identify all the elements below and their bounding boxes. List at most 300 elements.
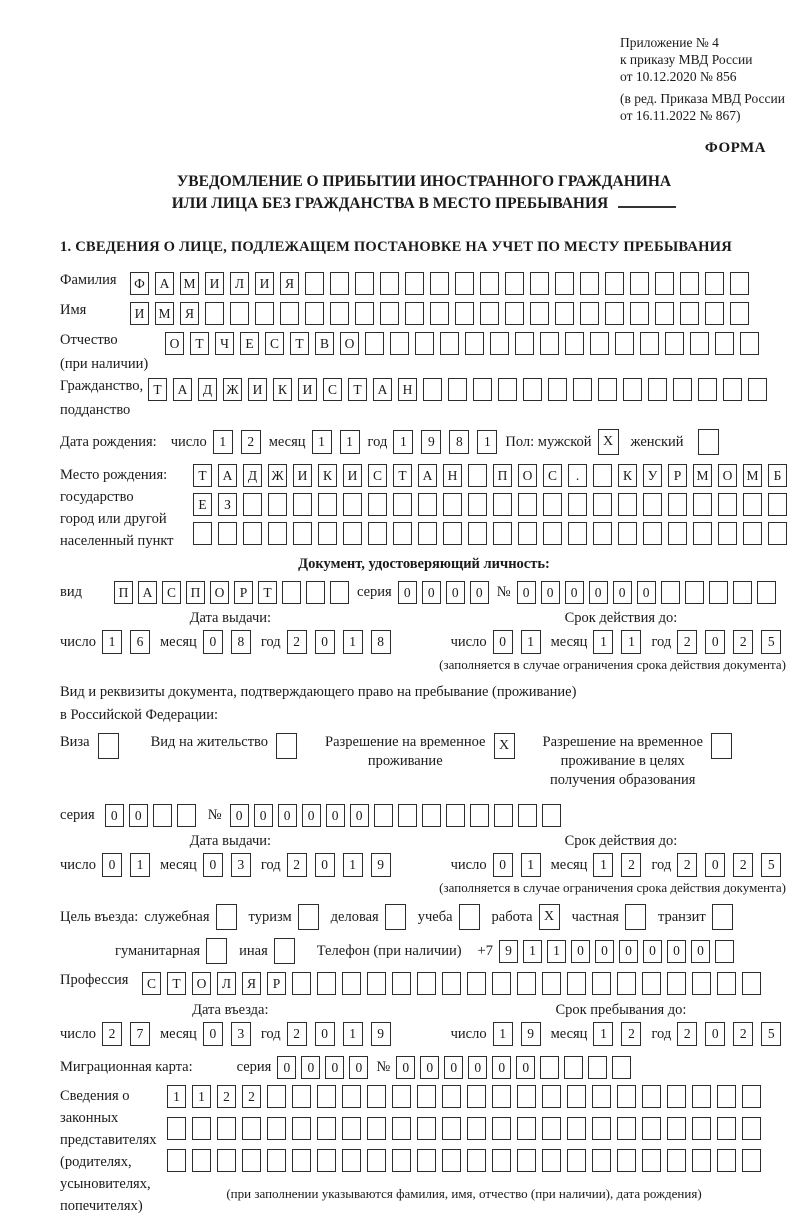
char-cell[interactable] <box>717 1085 736 1108</box>
char-cell[interactable] <box>267 1085 286 1108</box>
char-cell[interactable] <box>718 493 737 516</box>
char-cell[interactable] <box>742 1117 761 1140</box>
char-cell[interactable] <box>298 904 319 930</box>
char-cell[interactable]: Н <box>443 464 462 487</box>
char-cell[interactable] <box>442 972 461 995</box>
char-cell[interactable]: 9 <box>371 853 391 877</box>
char-cell[interactable] <box>293 493 312 516</box>
char-cell[interactable] <box>711 733 732 759</box>
char-cell[interactable] <box>530 272 549 295</box>
char-cell[interactable] <box>217 1149 236 1172</box>
char-cell[interactable]: С <box>142 972 161 995</box>
char-cell[interactable] <box>355 272 374 295</box>
char-cell[interactable] <box>680 302 699 325</box>
char-cell[interactable]: Ф <box>130 272 149 295</box>
char-cell[interactable]: Я <box>280 272 299 295</box>
char-cell[interactable]: В <box>315 332 334 355</box>
char-cell[interactable]: А <box>138 581 157 604</box>
char-cell[interactable] <box>542 1117 561 1140</box>
char-cell[interactable] <box>418 522 437 545</box>
char-cell[interactable]: К <box>273 378 292 401</box>
char-cell[interactable]: А <box>155 272 174 295</box>
char-cell[interactable] <box>392 972 411 995</box>
option-temp-residence-checkbox[interactable] <box>494 733 515 759</box>
char-cell[interactable]: У <box>643 464 662 487</box>
char-cell[interactable] <box>292 972 311 995</box>
stay-until-year[interactable] <box>677 1022 781 1046</box>
char-cell[interactable] <box>368 522 387 545</box>
char-cell[interactable] <box>742 972 761 995</box>
char-cell[interactable] <box>430 302 449 325</box>
char-cell[interactable] <box>698 378 717 401</box>
char-cell[interactable] <box>255 302 274 325</box>
birthplace-row2-input[interactable] <box>193 493 787 516</box>
char-cell[interactable]: О <box>192 972 211 995</box>
char-cell[interactable]: 1 <box>312 430 332 454</box>
char-cell[interactable]: . <box>568 464 587 487</box>
purpose-transit-checkbox[interactable] <box>712 904 733 930</box>
char-cell[interactable]: 0 <box>691 940 710 963</box>
char-cell[interactable] <box>467 1149 486 1172</box>
doc-number-input[interactable] <box>517 581 776 604</box>
char-cell[interactable] <box>518 522 537 545</box>
char-cell[interactable] <box>640 332 659 355</box>
char-cell[interactable]: Ж <box>223 378 242 401</box>
char-cell[interactable]: Т <box>348 378 367 401</box>
residence-issue-year[interactable] <box>287 853 391 877</box>
char-cell[interactable] <box>243 522 262 545</box>
stay-until-day[interactable] <box>493 1022 541 1046</box>
char-cell[interactable]: 1 <box>393 430 413 454</box>
char-cell[interactable] <box>661 581 680 604</box>
char-cell[interactable] <box>280 302 299 325</box>
char-cell[interactable] <box>580 302 599 325</box>
char-cell[interactable] <box>618 493 637 516</box>
char-cell[interactable]: 2 <box>677 630 697 654</box>
char-cell[interactable] <box>590 332 609 355</box>
char-cell[interactable] <box>518 493 537 516</box>
char-cell[interactable]: 5 <box>761 853 781 877</box>
char-cell[interactable]: И <box>343 464 362 487</box>
char-cell[interactable] <box>292 1117 311 1140</box>
char-cell[interactable] <box>468 522 487 545</box>
birthplace-row3-input[interactable] <box>193 522 787 545</box>
purpose-work-checkbox[interactable] <box>539 904 560 930</box>
char-cell[interactable]: Т <box>148 378 167 401</box>
arrival-day[interactable] <box>102 1022 150 1046</box>
char-cell[interactable] <box>555 272 574 295</box>
char-cell[interactable] <box>468 493 487 516</box>
char-cell[interactable] <box>505 302 524 325</box>
char-cell[interactable]: О <box>210 581 229 604</box>
char-cell[interactable]: И <box>130 302 149 325</box>
char-cell[interactable] <box>542 1149 561 1172</box>
surname-input[interactable] <box>130 272 749 295</box>
char-cell[interactable] <box>730 272 749 295</box>
char-cell[interactable]: 0 <box>422 581 441 604</box>
char-cell[interactable] <box>443 522 462 545</box>
char-cell[interactable] <box>593 464 612 487</box>
char-cell[interactable] <box>715 940 734 963</box>
char-cell[interactable] <box>355 302 374 325</box>
char-cell[interactable] <box>667 1117 686 1140</box>
char-cell[interactable] <box>417 1085 436 1108</box>
purpose-study-checkbox[interactable] <box>459 904 480 930</box>
residence-issue-month[interactable] <box>203 853 251 877</box>
birthplace-row1-input[interactable] <box>193 464 787 487</box>
char-cell[interactable] <box>267 1149 286 1172</box>
char-cell[interactable] <box>692 1117 711 1140</box>
char-cell[interactable]: 2 <box>733 853 753 877</box>
citizenship-input[interactable] <box>148 378 767 401</box>
char-cell[interactable] <box>98 733 119 759</box>
char-cell[interactable] <box>305 302 324 325</box>
char-cell[interactable]: К <box>618 464 637 487</box>
char-cell[interactable]: 1 <box>343 1022 363 1046</box>
char-cell[interactable] <box>517 1149 536 1172</box>
char-cell[interactable] <box>390 332 409 355</box>
char-cell[interactable]: П <box>493 464 512 487</box>
char-cell[interactable]: Т <box>190 332 209 355</box>
char-cell[interactable]: 0 <box>541 581 560 604</box>
char-cell[interactable] <box>564 1056 583 1079</box>
char-cell[interactable] <box>593 493 612 516</box>
char-cell[interactable]: Ж <box>268 464 287 487</box>
char-cell[interactable] <box>615 332 634 355</box>
char-cell[interactable] <box>292 1085 311 1108</box>
char-cell[interactable] <box>667 1149 686 1172</box>
char-cell[interactable] <box>592 972 611 995</box>
residence-series-input[interactable] <box>105 804 196 827</box>
char-cell[interactable]: 0 <box>643 940 662 963</box>
char-cell[interactable]: 0 <box>254 804 273 827</box>
char-cell[interactable] <box>330 581 349 604</box>
char-cell[interactable] <box>282 581 301 604</box>
char-cell[interactable]: 0 <box>516 1056 535 1079</box>
char-cell[interactable] <box>693 522 712 545</box>
char-cell[interactable]: Р <box>234 581 253 604</box>
char-cell[interactable] <box>630 272 649 295</box>
char-cell[interactable] <box>467 1117 486 1140</box>
char-cell[interactable] <box>623 378 642 401</box>
char-cell[interactable] <box>242 1149 261 1172</box>
sex-female-checkbox[interactable] <box>698 429 719 455</box>
char-cell[interactable]: А <box>218 464 237 487</box>
char-cell[interactable]: 0 <box>398 581 417 604</box>
residence-number-input[interactable] <box>230 804 561 827</box>
char-cell[interactable]: И <box>298 378 317 401</box>
char-cell[interactable] <box>743 493 762 516</box>
char-cell[interactable] <box>523 378 542 401</box>
char-cell[interactable]: Т <box>193 464 212 487</box>
char-cell[interactable] <box>730 302 749 325</box>
char-cell[interactable] <box>742 1085 761 1108</box>
doc-kind-input[interactable] <box>114 581 349 604</box>
char-cell[interactable] <box>693 493 712 516</box>
char-cell[interactable] <box>555 302 574 325</box>
char-cell[interactable]: 0 <box>493 630 513 654</box>
char-cell[interactable] <box>417 1117 436 1140</box>
char-cell[interactable]: 0 <box>349 1056 368 1079</box>
char-cell[interactable]: А <box>373 378 392 401</box>
char-cell[interactable] <box>274 938 295 964</box>
char-cell[interactable] <box>493 522 512 545</box>
char-cell[interactable]: Т <box>167 972 186 995</box>
doc-series-input[interactable] <box>398 581 489 604</box>
char-cell[interactable]: 1 <box>340 430 360 454</box>
char-cell[interactable] <box>543 522 562 545</box>
char-cell[interactable] <box>418 493 437 516</box>
birth-month-input[interactable] <box>312 430 360 454</box>
char-cell[interactable]: 1 <box>213 430 233 454</box>
char-cell[interactable]: 0 <box>315 630 335 654</box>
char-cell[interactable] <box>625 904 646 930</box>
char-cell[interactable] <box>673 378 692 401</box>
char-cell[interactable] <box>206 938 227 964</box>
char-cell[interactable] <box>494 804 513 827</box>
char-cell[interactable]: 2 <box>287 853 307 877</box>
char-cell[interactable]: Н <box>398 378 417 401</box>
char-cell[interactable] <box>717 1117 736 1140</box>
char-cell[interactable]: 0 <box>517 581 536 604</box>
char-cell[interactable]: 0 <box>565 581 584 604</box>
char-cell[interactable] <box>343 493 362 516</box>
char-cell[interactable]: 1 <box>593 630 613 654</box>
char-cell[interactable] <box>242 1117 261 1140</box>
char-cell[interactable]: С <box>368 464 387 487</box>
char-cell[interactable] <box>398 804 417 827</box>
char-cell[interactable]: Б <box>768 464 787 487</box>
char-cell[interactable]: 5 <box>761 630 781 654</box>
char-cell[interactable]: Е <box>193 493 212 516</box>
char-cell[interactable] <box>493 493 512 516</box>
char-cell[interactable]: 2 <box>287 1022 307 1046</box>
char-cell[interactable]: 0 <box>350 804 369 827</box>
char-cell[interactable]: 0 <box>595 940 614 963</box>
identity-expiry-day[interactable] <box>493 630 541 654</box>
option-residence-permit-checkbox[interactable] <box>276 733 297 759</box>
char-cell[interactable] <box>655 302 674 325</box>
char-cell[interactable] <box>515 332 534 355</box>
char-cell[interactable] <box>757 581 776 604</box>
char-cell[interactable] <box>306 581 325 604</box>
char-cell[interactable]: 1 <box>593 1022 613 1046</box>
char-cell[interactable] <box>318 493 337 516</box>
char-cell[interactable] <box>617 1149 636 1172</box>
char-cell[interactable] <box>617 1117 636 1140</box>
char-cell[interactable] <box>712 904 733 930</box>
char-cell[interactable]: 1 <box>521 630 541 654</box>
identity-issue-year[interactable] <box>287 630 391 654</box>
char-cell[interactable]: И <box>255 272 274 295</box>
char-cell[interactable] <box>423 378 442 401</box>
char-cell[interactable]: И <box>248 378 267 401</box>
char-cell[interactable]: 0 <box>203 1022 223 1046</box>
char-cell[interactable]: П <box>186 581 205 604</box>
char-cell[interactable] <box>367 1117 386 1140</box>
char-cell[interactable]: 0 <box>470 581 489 604</box>
char-cell[interactable] <box>317 1149 336 1172</box>
char-cell[interactable] <box>567 1149 586 1172</box>
char-cell[interactable] <box>768 493 787 516</box>
birth-year-input[interactable] <box>393 430 497 454</box>
char-cell[interactable] <box>543 493 562 516</box>
residence-expiry-month[interactable] <box>593 853 641 877</box>
char-cell[interactable] <box>422 804 441 827</box>
char-cell[interactable] <box>230 302 249 325</box>
char-cell[interactable] <box>393 522 412 545</box>
char-cell[interactable] <box>217 1117 236 1140</box>
char-cell[interactable]: З <box>218 493 237 516</box>
char-cell[interactable]: О <box>718 464 737 487</box>
char-cell[interactable]: К <box>318 464 337 487</box>
char-cell[interactable] <box>417 972 436 995</box>
char-cell[interactable] <box>642 972 661 995</box>
char-cell[interactable]: 2 <box>621 1022 641 1046</box>
char-cell[interactable]: 0 <box>444 1056 463 1079</box>
char-cell[interactable] <box>592 1149 611 1172</box>
char-cell[interactable] <box>330 302 349 325</box>
char-cell[interactable] <box>642 1149 661 1172</box>
char-cell[interactable] <box>768 522 787 545</box>
purpose-humanitarian-checkbox[interactable] <box>206 938 227 964</box>
char-cell[interactable]: Т <box>258 581 277 604</box>
char-cell[interactable]: П <box>114 581 133 604</box>
arrival-month[interactable] <box>203 1022 251 1046</box>
char-cell[interactable] <box>598 378 617 401</box>
char-cell[interactable]: X <box>494 733 515 759</box>
char-cell[interactable] <box>448 378 467 401</box>
char-cell[interactable]: Л <box>217 972 236 995</box>
char-cell[interactable] <box>393 493 412 516</box>
char-cell[interactable] <box>440 332 459 355</box>
char-cell[interactable] <box>467 1085 486 1108</box>
char-cell[interactable] <box>617 972 636 995</box>
char-cell[interactable] <box>567 1085 586 1108</box>
char-cell[interactable] <box>567 972 586 995</box>
char-cell[interactable] <box>698 429 719 455</box>
char-cell[interactable]: 2 <box>733 1022 753 1046</box>
char-cell[interactable] <box>588 1056 607 1079</box>
char-cell[interactable] <box>367 1149 386 1172</box>
char-cell[interactable]: 1 <box>547 940 566 963</box>
char-cell[interactable] <box>446 804 465 827</box>
char-cell[interactable]: Д <box>198 378 217 401</box>
char-cell[interactable]: 0 <box>302 804 321 827</box>
identity-issue-month[interactable] <box>203 630 251 654</box>
char-cell[interactable] <box>705 272 724 295</box>
char-cell[interactable] <box>517 972 536 995</box>
residence-expiry-day[interactable] <box>493 853 541 877</box>
char-cell[interactable] <box>718 522 737 545</box>
char-cell[interactable] <box>417 1149 436 1172</box>
char-cell[interactable] <box>317 1117 336 1140</box>
char-cell[interactable]: 0 <box>315 853 335 877</box>
representatives-row1-input[interactable] <box>167 1085 761 1108</box>
char-cell[interactable] <box>342 1149 361 1172</box>
char-cell[interactable] <box>540 332 559 355</box>
migration-series-input[interactable] <box>277 1056 368 1079</box>
char-cell[interactable] <box>668 522 687 545</box>
char-cell[interactable]: 2 <box>677 1022 697 1046</box>
char-cell[interactable]: 0 <box>325 1056 344 1079</box>
identity-expiry-year[interactable] <box>677 630 781 654</box>
char-cell[interactable] <box>505 272 524 295</box>
char-cell[interactable] <box>343 522 362 545</box>
char-cell[interactable] <box>392 1085 411 1108</box>
char-cell[interactable] <box>385 904 406 930</box>
char-cell[interactable]: 0 <box>637 581 656 604</box>
char-cell[interactable]: 5 <box>761 1022 781 1046</box>
char-cell[interactable] <box>492 1117 511 1140</box>
char-cell[interactable] <box>374 804 393 827</box>
char-cell[interactable]: 2 <box>242 1085 261 1108</box>
char-cell[interactable] <box>405 272 424 295</box>
char-cell[interactable] <box>667 972 686 995</box>
char-cell[interactable] <box>630 302 649 325</box>
purpose-private-checkbox[interactable] <box>625 904 646 930</box>
char-cell[interactable] <box>605 272 624 295</box>
char-cell[interactable] <box>392 1117 411 1140</box>
char-cell[interactable] <box>498 378 517 401</box>
char-cell[interactable]: X <box>598 429 619 455</box>
char-cell[interactable] <box>467 972 486 995</box>
char-cell[interactable] <box>342 972 361 995</box>
char-cell[interactable] <box>365 332 384 355</box>
char-cell[interactable]: 1 <box>523 940 542 963</box>
char-cell[interactable] <box>492 1085 511 1108</box>
char-cell[interactable]: Я <box>180 302 199 325</box>
char-cell[interactable] <box>367 1085 386 1108</box>
char-cell[interactable] <box>405 302 424 325</box>
identity-expiry-month[interactable] <box>593 630 641 654</box>
char-cell[interactable]: 0 <box>705 1022 725 1046</box>
char-cell[interactable] <box>167 1149 186 1172</box>
char-cell[interactable] <box>443 493 462 516</box>
char-cell[interactable]: 2 <box>733 630 753 654</box>
char-cell[interactable]: 0 <box>493 853 513 877</box>
char-cell[interactable] <box>465 332 484 355</box>
char-cell[interactable]: А <box>173 378 192 401</box>
char-cell[interactable] <box>153 804 172 827</box>
char-cell[interactable]: 0 <box>105 804 124 827</box>
char-cell[interactable] <box>692 1085 711 1108</box>
char-cell[interactable] <box>480 302 499 325</box>
option-visa-checkbox[interactable] <box>98 733 119 759</box>
char-cell[interactable]: Т <box>393 464 412 487</box>
char-cell[interactable] <box>392 1149 411 1172</box>
option-temp-residence-education-checkbox[interactable] <box>711 733 732 759</box>
char-cell[interactable] <box>667 1085 686 1108</box>
char-cell[interactable]: 0 <box>277 1056 296 1079</box>
char-cell[interactable] <box>743 522 762 545</box>
char-cell[interactable] <box>717 1149 736 1172</box>
char-cell[interactable]: 9 <box>421 430 441 454</box>
char-cell[interactable]: 0 <box>396 1056 415 1079</box>
purpose-business-checkbox[interactable] <box>385 904 406 930</box>
char-cell[interactable]: 1 <box>593 853 613 877</box>
char-cell[interactable]: С <box>265 332 284 355</box>
char-cell[interactable] <box>617 1085 636 1108</box>
migration-number-input[interactable] <box>396 1056 631 1079</box>
purpose-other-checkbox[interactable] <box>274 938 295 964</box>
char-cell[interactable]: А <box>418 464 437 487</box>
char-cell[interactable] <box>642 1117 661 1140</box>
char-cell[interactable] <box>618 522 637 545</box>
char-cell[interactable] <box>442 1085 461 1108</box>
char-cell[interactable] <box>548 378 567 401</box>
char-cell[interactable]: С <box>162 581 181 604</box>
